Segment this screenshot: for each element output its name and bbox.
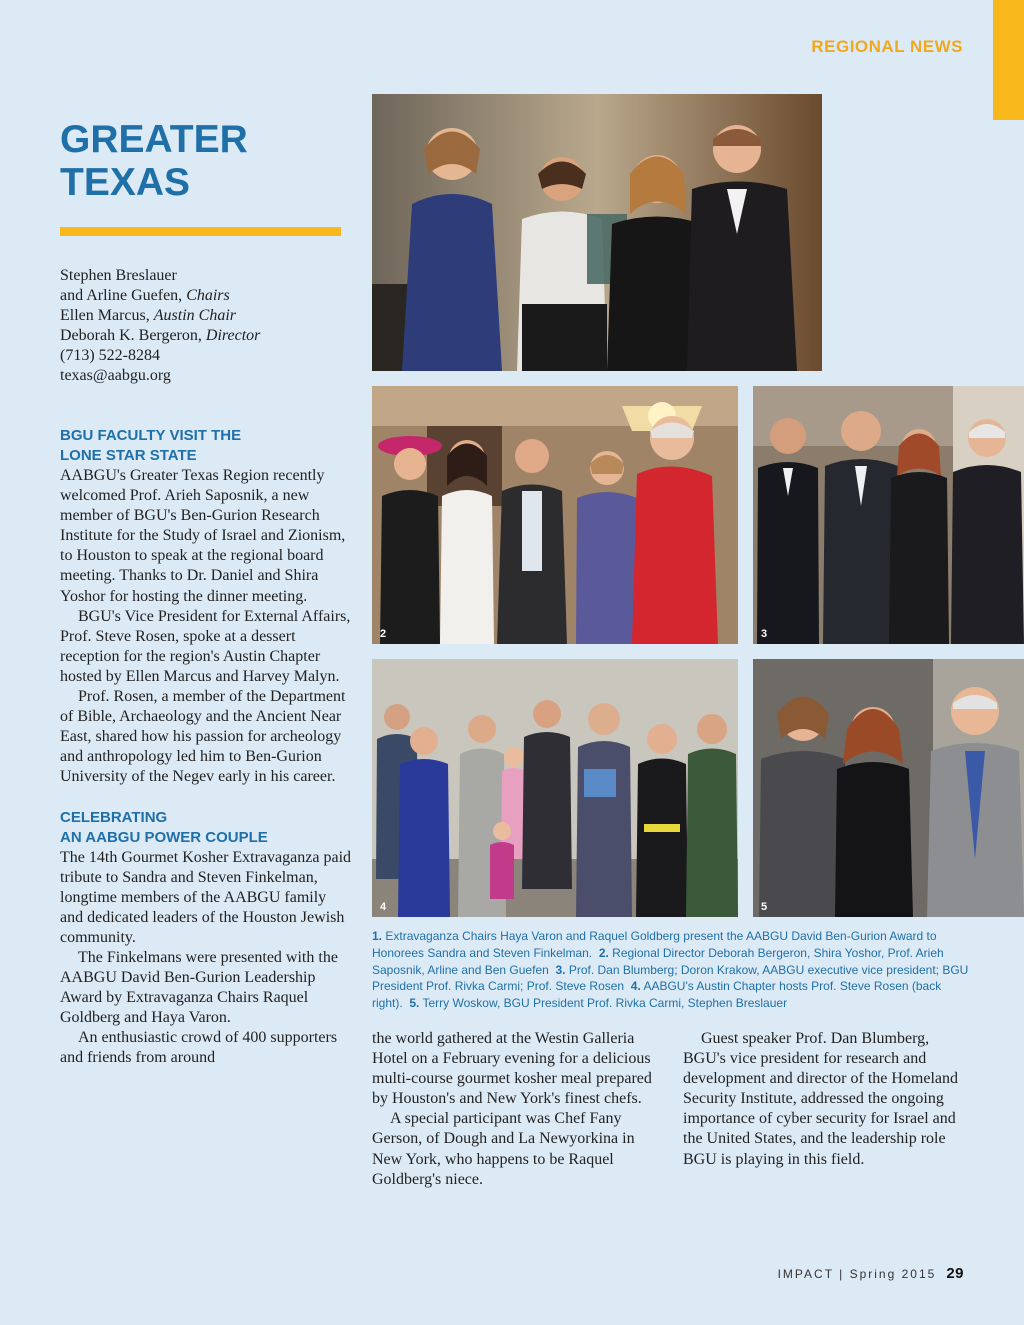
article1-paragraph-1: AABGU's Greater Texas Region recently welcomed Prof. Arieh Saposnik, a new member of BGU's Ben-Gurion Research Institute for the Study of Israel and Zionism, to Houston to speak at the regional board meeting. Thanks to Dr. Daniel and Shira Yoshor for hosting the dinner meeting. xyxy=(60,467,346,605)
article1-heading-line2: LONE STAR STATE xyxy=(60,447,197,464)
title-rule xyxy=(60,227,341,236)
article1-heading xyxy=(60,426,352,466)
contact-block xyxy=(60,266,350,386)
article2-paragraph-3a: An enthusiastic crowd of 400 supporters and friends from around xyxy=(60,1029,338,1067)
contact-email: texas@aabgu.org xyxy=(60,367,171,384)
page-footer xyxy=(700,1265,964,1282)
contact-director-role: Director xyxy=(205,327,261,344)
article1-paragraph-2: BGU's Vice President for External Affairs, Prof. Steve Rosen, spoke at a dessert reception for the region's Austin Chapter hosted by Ellen Marcus and Harvey Malyn. xyxy=(60,607,351,685)
article2-heading-line1: CELEBRATING xyxy=(60,808,168,826)
photo-4 xyxy=(372,659,738,917)
region-title xyxy=(60,118,248,204)
contact-austin-chair-name: Ellen Marcus, xyxy=(60,307,154,324)
article2-paragraph-3b: the world gathered at the Westin Galleria Hotel on a February evening for a delicious multi-course gourmet kosher meal prepared by Houston's and New York's finest chefs. xyxy=(372,1030,652,1108)
article2-paragraph-1: The 14th Gourmet Kosher Extravaganza paid tribute to Sandra and Steven Finkelman, longtime members of the AABGU family and dedicated leaders of the Houston Jewish community. xyxy=(60,848,352,946)
contact-austin-chair xyxy=(60,306,350,326)
contact-austin-chair-role: Austin Chair xyxy=(153,307,236,324)
section-tab xyxy=(993,0,1024,120)
photo-2 xyxy=(372,386,738,644)
photo-captions xyxy=(372,928,972,1012)
caption-4: AABGU's Austin Chapter hosts Prof. Steve Rosen (back right). xyxy=(372,979,942,1011)
photo-3-number: 3 xyxy=(761,628,768,640)
photo-2-number: 2 xyxy=(380,628,387,640)
caption-4-number: 4. xyxy=(630,979,641,994)
article2-heading-line2: AN AABGU POWER COUPLE xyxy=(60,828,268,846)
photo-4-number: 4 xyxy=(380,901,387,913)
photo-5-number: 5 xyxy=(761,901,768,913)
article2-paragraph-2: The Finkelmans were presented with the AABGU David Ben-Gurion Leadership Award by Extravaganza Chairs Raquel Goldberg and Haya Varon. xyxy=(60,948,338,1027)
page-number: 29 xyxy=(946,1265,964,1282)
contact-chair-2-role: Chairs xyxy=(186,287,230,304)
contact-chair-2 xyxy=(60,286,350,306)
caption-5: Terry Woskow, BGU President Prof. Rivka Carmi, Stephen Breslauer xyxy=(422,996,788,1011)
article-column-1 xyxy=(60,426,352,1069)
section-label: REGIONAL NEWS xyxy=(811,37,963,56)
article2-heading xyxy=(60,808,352,848)
contact-chair-1: Stephen Breslauer xyxy=(60,267,177,284)
article1-paragraph-3: Prof. Rosen, a member of the Department of Bible, Archaeology and the Ancient Near East, shared how his passion for archeology and anthropology led him to Ben-Gurion University of the Negev early in his career. xyxy=(60,688,346,786)
contact-chair-2-name: and Arline Guefen, xyxy=(60,287,187,304)
article1-heading-line1: BGU FACULTY VISIT THE xyxy=(60,427,242,444)
photo-1 xyxy=(372,94,822,371)
region-title-line1: GREATER xyxy=(60,118,248,161)
caption-1-number: 1. xyxy=(372,929,383,943)
contact-director xyxy=(60,326,350,346)
caption-1: Extravaganza Chairs Haya Varon and Raquel Goldberg present the AABGU David Ben-Gurion Award to Honorees Sandra and Steven Finkelman. xyxy=(372,929,937,960)
article-column-2 xyxy=(372,1029,662,1190)
article2-paragraph-4: A special participant was Chef Fany Gerson, of Dough and La Newyorkina in New York, who happens to be Raquel Goldberg's niece. xyxy=(372,1110,635,1188)
caption-5-number: 5. xyxy=(409,996,420,1011)
caption-2: Regional Director Deborah Bergeron, Shira Yoshor, Prof. Arieh Saposnik, Arline and Ben Guefen xyxy=(372,945,944,977)
caption-2-number: 2. xyxy=(598,945,609,960)
publication-info: IMPACT | Spring 2015 xyxy=(777,1267,937,1281)
caption-3-number: 3. xyxy=(555,962,566,977)
article-column-3 xyxy=(683,1029,973,1170)
contact-phone: (713) 522-8284 xyxy=(60,347,160,364)
photo-3 xyxy=(753,386,1024,644)
photo-5 xyxy=(753,659,1024,917)
contact-director-name: Deborah K. Bergeron, xyxy=(60,327,206,344)
article2-paragraph-5: Guest speaker Prof. Dan Blumberg, BGU's vice president for research and development and director of the Homeland Security Institute, addressed the ongoing importance of cyber security for Israel and the United States, and the leadership role BGU is playing in this field. xyxy=(683,1030,959,1168)
caption-3: Prof. Dan Blumberg; Doron Krakow, AABGU executive vice president; BGU President Prof. Rivka Carmi; Prof. Steve Rosen xyxy=(372,962,969,994)
region-title-line2: TEXAS xyxy=(60,161,191,204)
